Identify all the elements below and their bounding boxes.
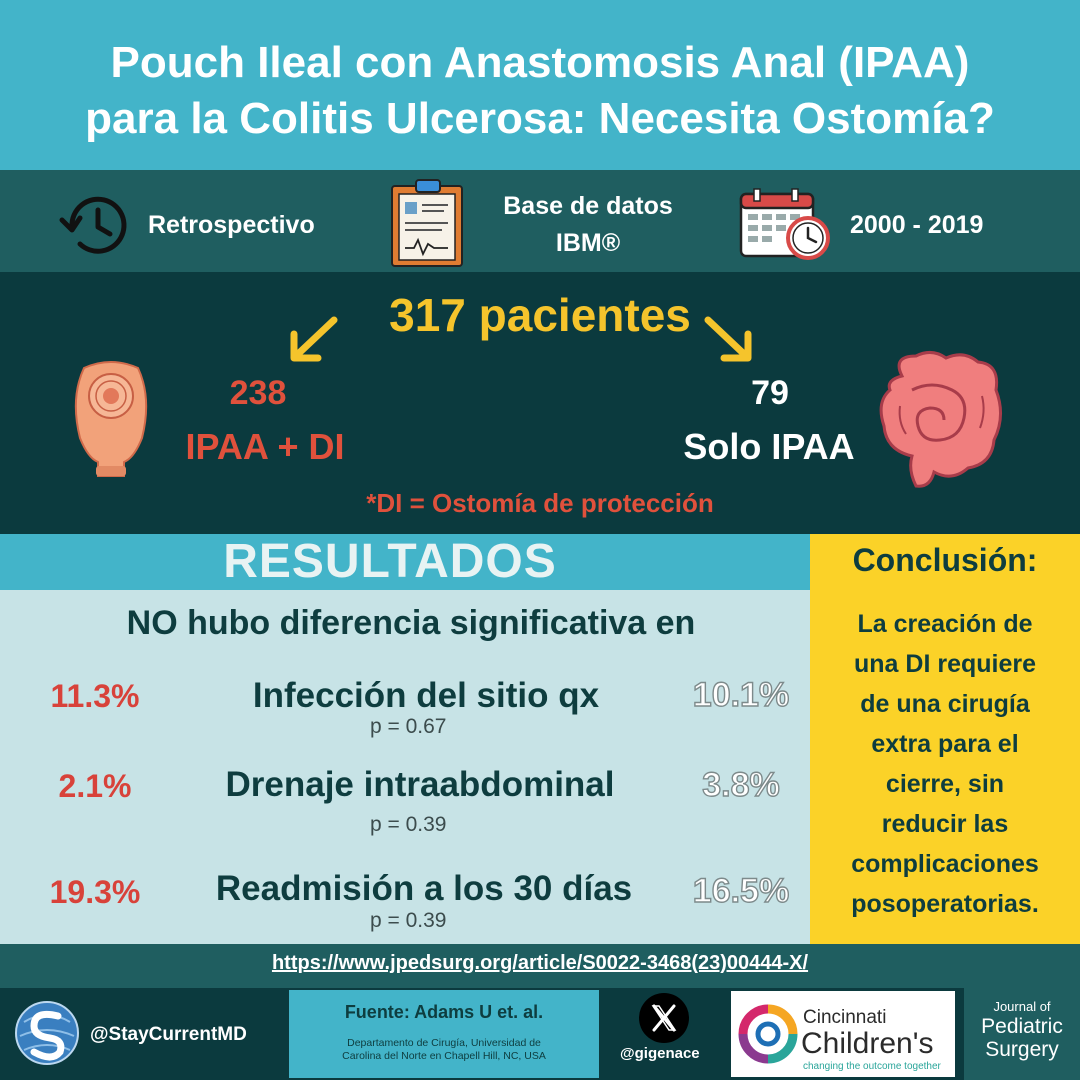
outcome-1-right-pct: 10.1%	[692, 676, 790, 714]
source-title: Fuente: Adams U et. al.	[344, 1002, 544, 1022]
arrow-down-left-icon	[286, 314, 340, 364]
database-line-2: IBM®	[555, 229, 621, 257]
cincinnati-childrens-logo	[731, 991, 955, 1077]
jps-line-1: Journal of	[993, 999, 1051, 1014]
outcome-1-pvalue: p = 0.67	[370, 715, 447, 738]
clipboard-icon	[388, 178, 468, 268]
database-line-1: Base de datos	[503, 192, 673, 220]
results-subtitle: NO hubo diferencia significativa en	[126, 604, 696, 642]
study-design: Retrospectivo	[148, 211, 315, 239]
conclusion-title: Conclusión:	[852, 542, 1038, 578]
jps-line-3: Surgery	[985, 1038, 1059, 1061]
di-footnote: *DI = Ostomía de protección	[366, 488, 714, 518]
outcome-3-label: Readmisión a los 30 días	[215, 869, 633, 908]
conclusion-line: complicaciones	[851, 850, 1039, 878]
title-line-1: Pouch Ileal con Anastomosis Anal (IPAA)	[110, 38, 970, 87]
calendar-clock-icon	[738, 188, 832, 262]
outcome-1-left-pct: 11.3%	[50, 678, 140, 714]
conclusion-body	[830, 604, 1060, 924]
group-a-count: 238	[229, 374, 287, 412]
staycurrent-logo	[14, 1000, 80, 1066]
conclusion-line: cierre, sin	[885, 770, 1005, 798]
group-a-label: IPAA + DI	[185, 426, 345, 467]
conclusion-line: extra para el	[871, 730, 1019, 758]
conclusion-line: una DI requiere	[854, 650, 1036, 678]
ostomy-bag-icon	[68, 358, 154, 480]
affiliation-line-2: Carolina del Norte en Chapell Hill, NC, USA	[342, 1050, 546, 1062]
outcome-2-left-pct: 2.1%	[58, 768, 132, 804]
group-b-count: 79	[751, 374, 789, 412]
arrow-down-right-icon	[702, 314, 756, 364]
study-period: 2000 - 2019	[850, 211, 984, 239]
history-clock-icon	[58, 194, 130, 258]
outcome-3-pvalue: p = 0.39	[370, 909, 447, 932]
results-heading: RESULTADOS	[223, 535, 557, 588]
outcome-2-label: Drenaje intraabdominal	[225, 765, 615, 804]
outcome-2-right-pct: 3.8%	[702, 766, 780, 804]
source-affiliation	[305, 1037, 583, 1063]
affiliation-line-1: Departamento de Cirugía, Universidad de	[347, 1037, 541, 1049]
conclusion-line: de una cirugía	[860, 690, 1030, 718]
cincinnati-line-1: Cincinnati	[803, 1007, 887, 1028]
outcome-1-label: Infección del sitio qx	[252, 676, 600, 715]
staycurrent-handle[interactable]: @StayCurrentMD	[90, 1024, 247, 1045]
title-line-2: para la Colitis Ulcerosa: Necesita Ostomía?	[85, 94, 995, 143]
total-patients: 317 pacientes	[389, 289, 691, 341]
x-logo[interactable]	[638, 992, 690, 1044]
x-handle[interactable]: @gigenace	[620, 1045, 700, 1062]
jps-line-2: Pediatric	[981, 1015, 1063, 1038]
outcome-3-right-pct: 16.5%	[692, 872, 790, 910]
article-link[interactable]: https://www.jpedsurg.org/article/S0022-3468(23)00444-X/	[271, 952, 809, 974]
conclusion-line: La creación de	[857, 610, 1033, 638]
group-b-label: Solo IPAA	[683, 426, 855, 467]
intestine-icon	[872, 346, 1010, 494]
outcome-2-pvalue: p = 0.39	[370, 813, 447, 836]
outcome-3-left-pct: 19.3%	[49, 874, 141, 910]
journal-pediatric-surgery-logo	[964, 971, 1080, 1080]
cincinnati-tagline: changing the outcome together	[803, 1061, 941, 1072]
cincinnati-line-2: Children's	[801, 1027, 934, 1060]
conclusion-line: reducir las	[881, 810, 1009, 838]
cincinnati-mark-icon	[737, 1003, 799, 1065]
conclusion-line: posoperatorias.	[851, 890, 1039, 918]
